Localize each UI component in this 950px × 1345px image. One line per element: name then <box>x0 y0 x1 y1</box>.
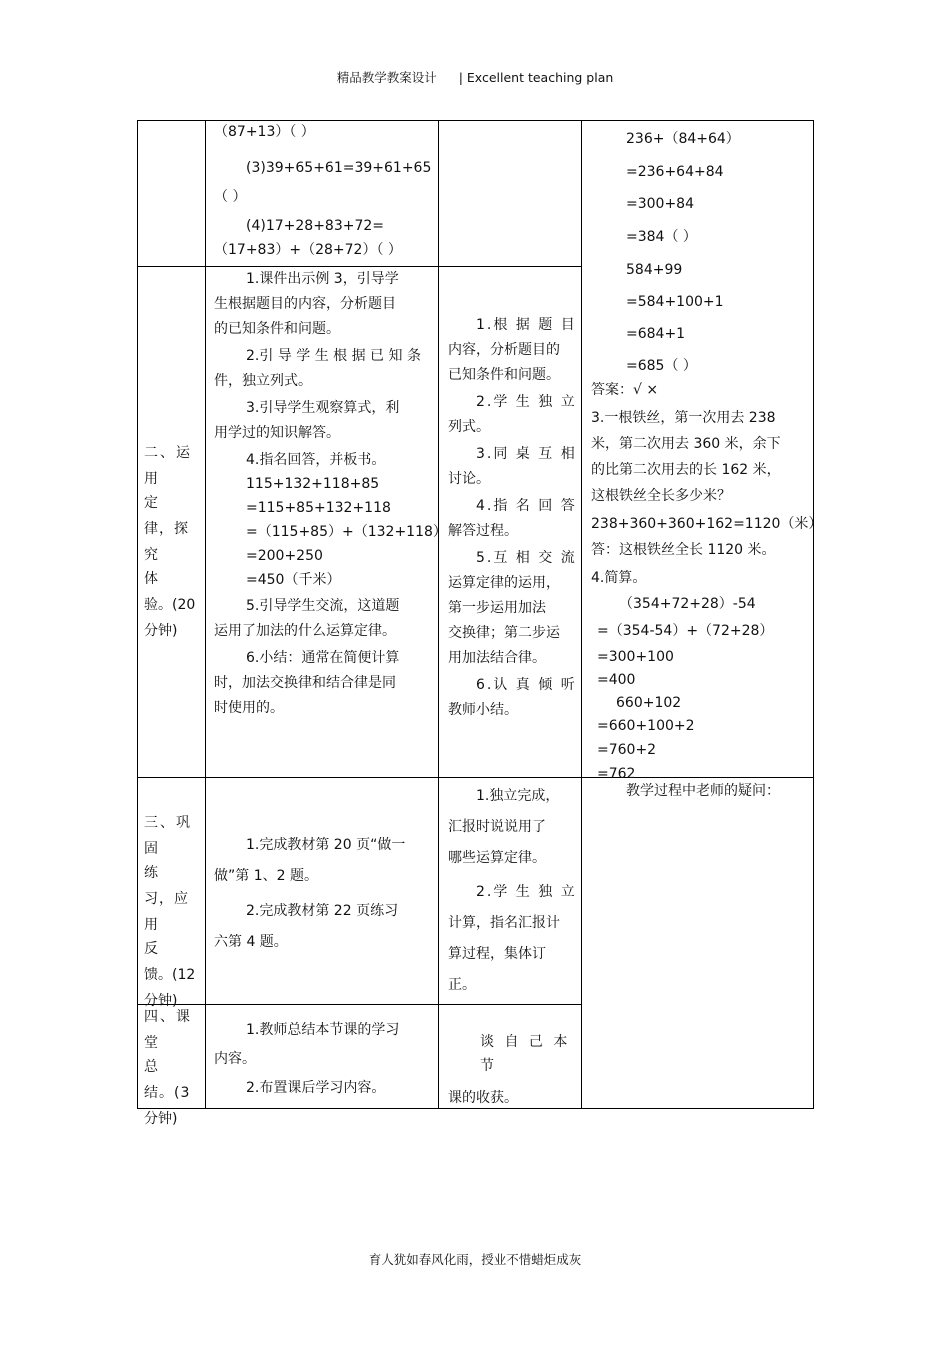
stage-line: 二、运 <box>144 445 192 461</box>
practice-student-2-cont: 算过程，集体订 <box>448 946 546 962</box>
practice-task-2: 2.完成教材第 22 页练习 <box>246 903 399 919</box>
teacher-step-2-cont: 件，独立列式。 <box>214 373 312 389</box>
board-calc-line: =115+85+132+118 <box>246 500 391 516</box>
lesson-plan-table <box>137 120 823 1127</box>
stage-line: 验。(20 <box>144 597 196 613</box>
teacher-step-6: 6.小结：通常在简便计算 <box>246 650 400 666</box>
row2-student-cell <box>448 313 578 722</box>
stage-line: 究 体 <box>144 547 172 587</box>
summary-task-1-cont: 内容。 <box>214 1051 256 1067</box>
teacher-step-5: 5.引导学生交流，这道题 <box>246 598 400 614</box>
summary-task-2: 2.布置课后学习内容。 <box>246 1080 386 1096</box>
practice-student-2: 2.学 生 独 立 <box>476 884 577 900</box>
practice-student-2-cont: 正。 <box>448 977 476 993</box>
teacher-doubts-cell <box>591 779 813 803</box>
question-4-calc: （354+72+28）-54 <box>619 596 756 612</box>
teacher-step-1: 1.课件出示例 3，引导学 <box>246 271 399 287</box>
stage-line: 分钟) <box>144 623 178 639</box>
question-4-calc: =760+2 <box>597 742 657 758</box>
question-4-calc: =400 <box>597 672 636 688</box>
column-divider-stage <box>205 121 206 1109</box>
student-step-2-cont: 列式。 <box>448 419 490 435</box>
question-4-calc: =660+100+2 <box>597 718 695 734</box>
row1-line: （87+13）（ ） <box>214 124 315 140</box>
exercise-calc-line: =685（ ） <box>626 358 697 374</box>
stage-line: 分钟) <box>144 993 178 1009</box>
practice-student-2-cont: 计算，指名汇报计 <box>448 915 560 931</box>
column-divider-student <box>581 121 582 1109</box>
row1-line: (4)17+28+83+72= <box>246 218 385 234</box>
row1-line: (3)39+65+61=39+61+65 <box>246 160 432 176</box>
teacher-step-2: 2.引 导 学 生 根 据 已 知 条 <box>246 348 421 364</box>
stage-line: 四、课 <box>144 1009 192 1025</box>
row2-teacher-cell <box>214 267 447 720</box>
question-3-line: 的比第二次用去的长 162 米， <box>591 462 781 478</box>
header-title-cn: 精品教学教案设计 <box>336 70 437 85</box>
board-calc-line: =（115+85）+（132+118） <box>246 524 447 540</box>
page-footer: 育人犹如春风化雨，授业不惜蜡炬成灰 <box>368 1252 582 1267</box>
practice-student-1-cont: 汇报时说说用了 <box>448 819 546 835</box>
row3-student-cell <box>448 784 578 997</box>
board-calc-line: =200+250 <box>246 548 323 564</box>
question-3-answer: 答：这根铁丝全长 1120 米。 <box>591 542 776 558</box>
practice-student-1: 1.独立完成， <box>476 788 560 804</box>
question-3-line: 米，第二次用去 360 米，余下 <box>591 436 781 452</box>
teacher-step-1-cont: 的已知条件和问题。 <box>214 321 340 337</box>
row2-stage-cell <box>144 441 204 643</box>
summary-student-line: 课的收获。 <box>448 1090 518 1106</box>
teacher-step-6-cont: 时使用的。 <box>214 700 284 716</box>
board-calc-line: =450（千米） <box>246 572 341 588</box>
page-header <box>0 68 950 86</box>
teacher-step-1-cont: 生根据题目的内容，分析题目 <box>214 296 396 312</box>
student-step-3: 3.同 桌 互 相 <box>476 446 577 462</box>
teacher-step-5-cont: 运用了加法的什么运算定律。 <box>214 623 396 639</box>
teacher-step-6-cont: 时，加法交换律和结合律是同 <box>214 675 396 691</box>
question-4-calc: =762 <box>597 766 636 782</box>
stage-line: 用 定 <box>144 471 172 511</box>
student-step-5-cont: 交换律；第二步运 <box>448 625 560 641</box>
stage-line: 律，探 <box>144 521 189 537</box>
question-4-calc: 660+102 <box>616 695 682 711</box>
summary-task-1: 1.教师总结本节课的学习 <box>246 1022 400 1038</box>
stage-line: 堂 总 <box>144 1035 172 1075</box>
row1-line: （ ） <box>214 189 247 205</box>
exercise-calc-line: =300+84 <box>626 196 694 212</box>
exercise-calc-line: =384（ ） <box>626 229 697 245</box>
row4-student-cell <box>448 1030 578 1110</box>
stage-line: 馈。(12 <box>144 967 196 983</box>
row3-teacher-cell <box>214 833 436 954</box>
student-step-5: 5.互 相 交 流 <box>476 550 577 566</box>
student-step-4-cont: 解答过程。 <box>448 523 518 539</box>
question-4-title: 4.简算。 <box>591 570 647 586</box>
teacher-step-3: 3.引导学生观察算式，利 <box>246 400 400 416</box>
column-divider-teacher <box>438 121 439 1109</box>
right-exercise-cell <box>591 123 823 786</box>
teacher-step-3-cont: 用学过的知识解答。 <box>214 425 340 441</box>
row1-teacher-cell <box>214 121 434 262</box>
stage-line: 习，应 <box>144 891 189 907</box>
student-step-6-cont: 教师小结。 <box>448 702 518 718</box>
practice-student-1-cont: 哪些运算定律。 <box>448 850 546 866</box>
question-4-calc: =（354-54）+（72+28） <box>597 623 774 639</box>
row3-stage-cell <box>144 811 204 1013</box>
exercise-calc-line: 584+99 <box>626 262 683 278</box>
student-step-2: 2.学 生 独 立 <box>476 394 577 410</box>
practice-task-2-cont: 六第 4 题。 <box>214 934 288 950</box>
question-3-calc: 238+360+360+162=1120（米） <box>591 516 823 532</box>
student-step-6: 6.认 真 倾 听 <box>476 677 577 693</box>
stage-line: 固 练 <box>144 841 172 881</box>
teacher-doubts-label: 教学过程中老师的疑问： <box>626 783 780 799</box>
row4-stage-cell <box>144 1005 204 1131</box>
exercise-calc-line: 236+（84+64） <box>626 131 740 147</box>
student-step-4: 4.指 名 回 答 <box>476 498 577 514</box>
teacher-step-4: 4.指名回答，并板书。 <box>246 452 386 468</box>
summary-student-line: 谈 自 己 本 节 <box>480 1034 571 1074</box>
row1-line: （17+83）+（28+72）（ ） <box>214 242 402 258</box>
question-3-line: 3.一根铁丝，第一次用去 238 <box>591 410 776 426</box>
student-step-5-cont: 第一步运用加法 <box>448 600 546 616</box>
question-4-calc: =300+100 <box>597 649 674 665</box>
stage-line: 结。(3 <box>144 1085 191 1101</box>
header-title-en: | Excellent teaching plan <box>458 70 614 85</box>
practice-task-1: 1.完成教材第 20 页“做一 <box>246 837 406 853</box>
student-step-5-cont: 运算定律的运用， <box>448 575 560 591</box>
stage-line: 用 反 <box>144 917 172 957</box>
exercise-calc-line: =236+64+84 <box>626 164 724 180</box>
student-step-1: 1.根 据 题 目 <box>476 317 577 333</box>
stage-line: 分钟) <box>144 1111 178 1127</box>
board-calc-line: 115+132+118+85 <box>246 476 380 492</box>
row-divider-3 <box>138 1004 581 1005</box>
practice-task-1-cont: 做”第 1、2 题。 <box>214 868 318 884</box>
exercise-calc-line: =584+100+1 <box>626 294 724 310</box>
question-3-line: 这根铁丝全长多少米？ <box>591 488 731 504</box>
answer-line: 答案：√ × <box>591 382 659 398</box>
student-step-3-cont: 讨论。 <box>448 471 490 487</box>
row4-teacher-cell <box>214 1018 436 1100</box>
student-step-1-cont: 内容，分析题目的 <box>448 342 560 358</box>
stage-line: 三、巩 <box>144 815 192 831</box>
exercise-calc-line: =684+1 <box>626 326 686 342</box>
student-step-5-cont: 用加法结合律。 <box>448 650 546 666</box>
student-step-1-cont: 已知条件和问题。 <box>448 367 560 383</box>
